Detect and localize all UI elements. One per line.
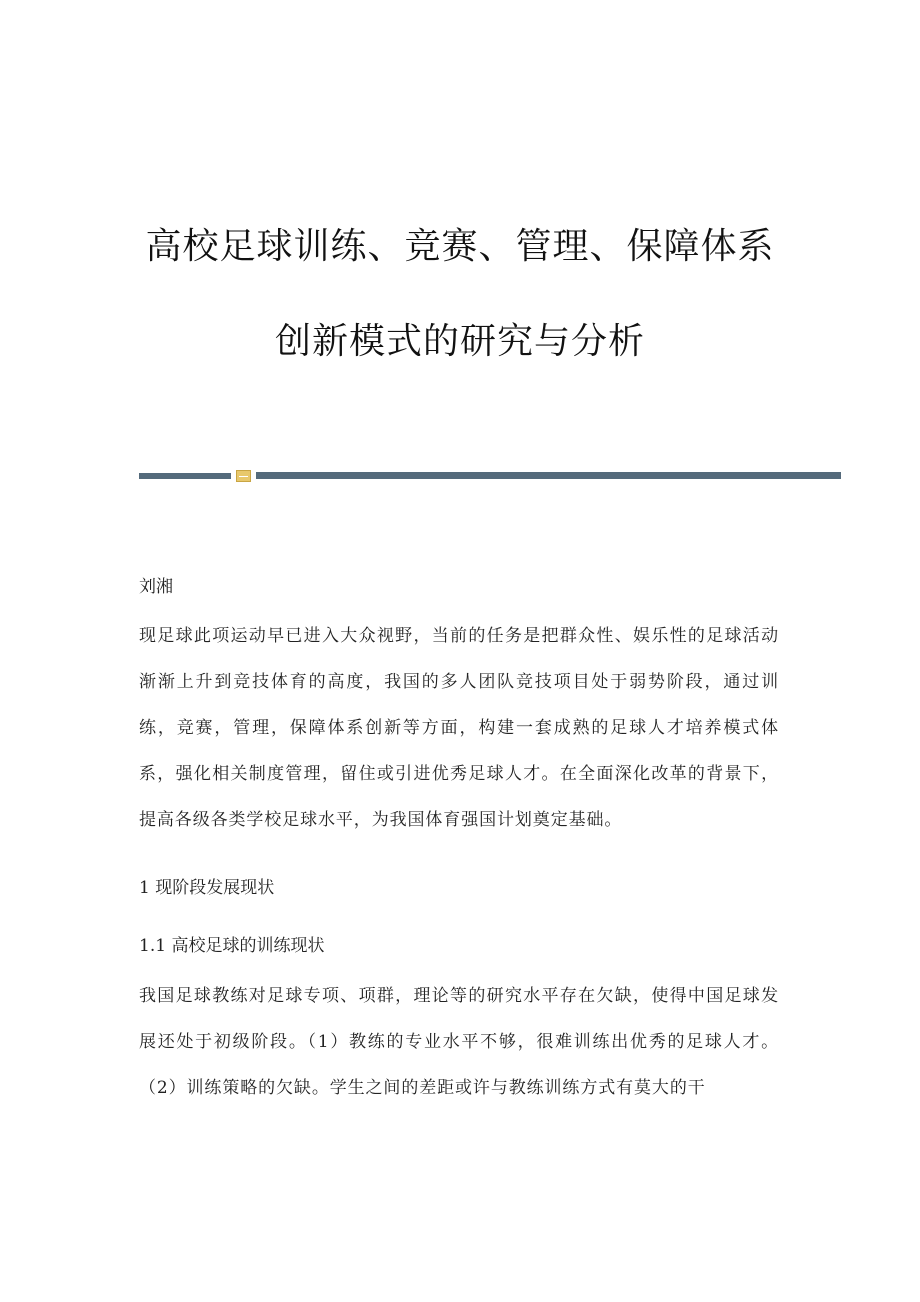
title-divider: [139, 470, 841, 482]
divider-bar-right: [256, 472, 841, 479]
section-heading-1: 1 现阶段发展现状: [139, 878, 275, 898]
divider-bar-left: [139, 473, 231, 479]
divider-marker-icon: [236, 470, 251, 482]
document-title-line-2: 创新模式的研究与分析: [274, 321, 645, 362]
section-heading-1-1: 1.1 高校足球的训练现状: [139, 936, 325, 956]
abstract-paragraph: 现足球此项运动早已进入大众视野，当前的任务是把群众性、娱乐性的足球活动渐渐上升到竞技体育的高度，我国的多人团队竞技项目处于弱势阶段，通过训练，竞赛，管理，保障体系创新等方面，构建一套成熟的足球人才培养模式体系，强化相关制度管理，留住或引进优秀足球人才。在全面深化改革的背景下，提高各级各类学校足球水平，为我国体育强国计划奠定基础。: [139, 626, 779, 830]
body-paragraph: 我国足球教练对足球专项、项群，理论等的研究水平存在欠缺，使得中国足球发展还处于初级阶段。（1）教练的专业水平不够，很难训练出优秀的足球人才。（2）训练策略的欠缺。学生之间的差距或许与教练训练方式有莫大的干: [139, 986, 779, 1098]
document-title-line-1: 高校足球训练、竞赛、管理、保障体系: [145, 226, 775, 267]
author-name: 刘湘: [139, 577, 173, 597]
